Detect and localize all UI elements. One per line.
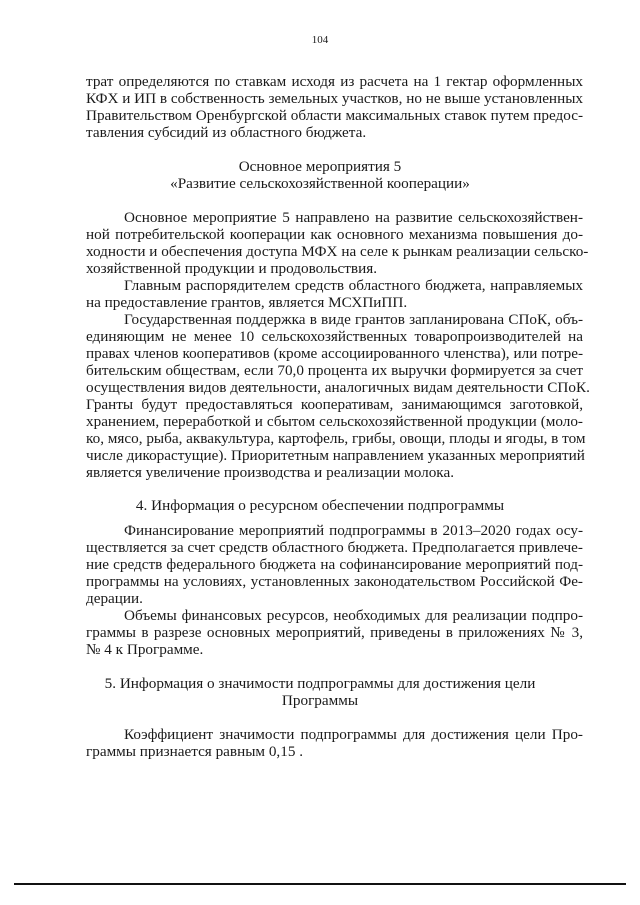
body-text-line: числе дикорастущие). Приоритетным направлением указанных мероприятий [86,447,585,464]
body-text-line: № 4 к Программе. [86,641,204,658]
body-text-line: является увеличение производства и реализации молока. [86,464,454,481]
body-text-line: Объемы финансовых ресурсов, необходимых для реализации подпро- [124,607,583,624]
section-heading: Основное мероприятия 5 [238,158,402,175]
body-text-line: единяющим не менее 10 сельскохозяйственных товаропроизводителей на [86,328,583,345]
section-heading: «Развитие сельскохозяйственной кооперации» [170,175,470,192]
body-text-line: Правительством Оренбургской области максимальных ставок путем предос- [86,107,583,124]
body-text-line: Основное мероприятие 5 направлено на развитие сельскохозяйствен- [124,209,583,226]
section-heading: 5. Информация о значимости подпрограммы для достижения цели [104,675,536,692]
body-text-line: правах членов кооперативов (кроме ассоциированного членства), или потре- [86,345,583,362]
section-heading: Программы [281,692,359,709]
section-heading: 4. Информация о ресурсном обеспечении подпрограммы [135,497,505,514]
body-text-line: тавления субсидий из областного бюджета. [86,124,367,141]
body-text-line: КФХ и ИП в собственность земельных участков, но не выше установленных [86,90,583,107]
bottom-rule [14,883,626,885]
body-text-line: Коэффициент значимости подпрограммы для достижения цели Про- [124,726,583,743]
body-text-line: Главным распорядителем средств областного бюджета, направляемых [124,277,583,294]
body-text-line: осуществления видов деятельности, аналогичных видам деятельности СПоК. [86,379,590,396]
body-text-line: Государственная поддержка в виде грантов запланирована СПоК, объ- [124,311,583,328]
body-text-line: ние средств федерального бюджета на софинансирование мероприятий под- [86,556,583,573]
body-text-line: граммы в разрезе основных мероприятий, приведены в приложениях № 3, [86,624,583,641]
body-text-line: бительским обществам, если 70,0 процента их выручки формируется за счет [86,362,583,379]
body-text-line: трат определяются по ставкам исходя из расчета на 1 гектар оформленных [86,73,583,90]
body-text-line: ществляется за счет средств областного бюджета. Предполагается привлече- [86,539,583,556]
page-number: 104 [311,34,329,46]
body-text-line: ходности и обеспечения доступа МФХ на селе к рынкам реализации сельско- [86,243,589,260]
body-text-line: на предоставление грантов, является МСХПиПП. [86,294,408,311]
body-text-line: ной потребительской кооперации как основного механизма повышения до- [86,226,583,243]
body-text-line: Гранты будут предоставляться кооперативам, занимающимся заготовкой, [86,396,583,413]
body-text-line: граммы признается равным 0,15 . [86,743,304,760]
body-text-line: дерации. [86,590,143,607]
body-text-line: программы на условиях, установленных законодательством Российской Фе- [86,573,583,590]
body-text-line: хранением, переработкой и сбытом сельскохозяйственной продукции (моло- [86,413,583,430]
body-text-line: Финансирование мероприятий подпрограммы в 2013–2020 годах осу- [124,522,583,539]
body-text-line: ко, мясо, рыба, аквакультура, картофель, грибы, овощи, плоды и ягоды, в том [86,430,586,447]
body-text-line: хозяйственной продукции и продовольствия. [86,260,378,277]
